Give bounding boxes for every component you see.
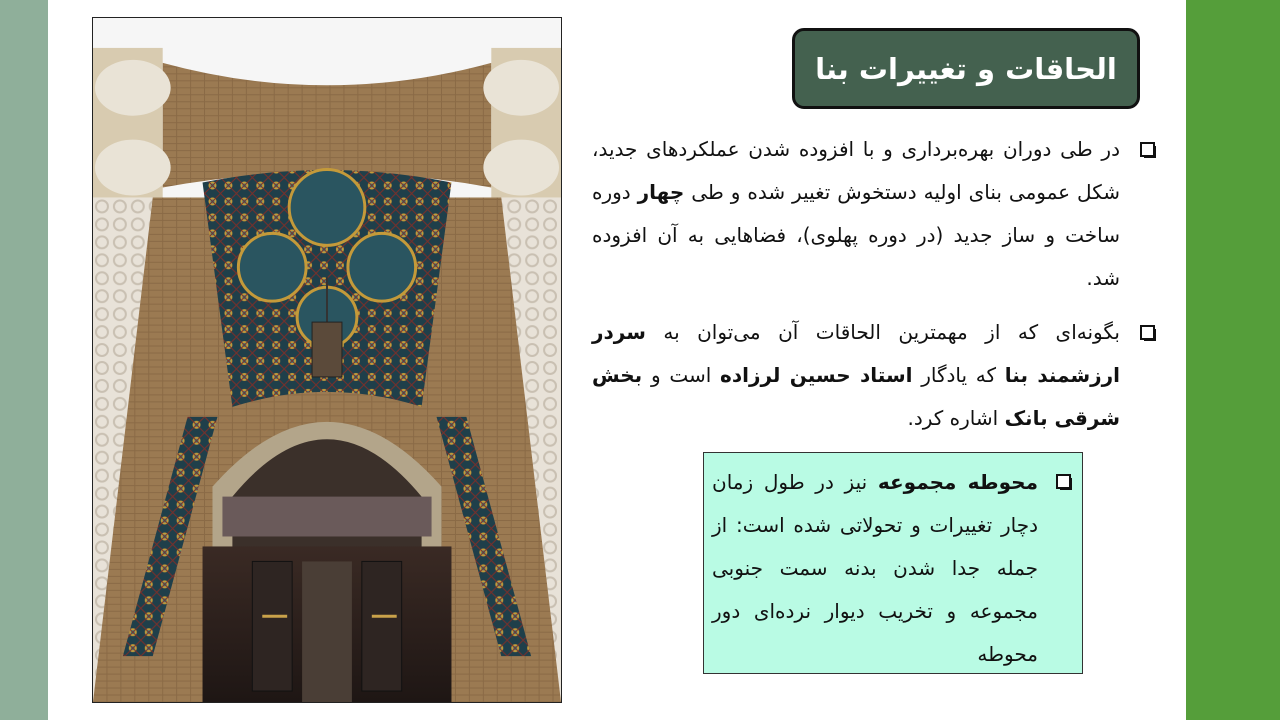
slide-title-box — [792, 28, 1140, 109]
bullet2-text-b: که یادگار — [912, 363, 1005, 387]
checkbox-bullet-icon — [1140, 325, 1155, 340]
left-decor-band — [0, 0, 48, 720]
bullet2-bold-c: بخش شرقی بانک — [592, 363, 1120, 430]
bullet1-bold-a: چهار — [637, 180, 685, 204]
bullet-paragraph-2 — [592, 311, 1120, 440]
bullet2-text-d: اشاره کرد. — [907, 406, 1005, 430]
right-decor-band — [1186, 0, 1280, 720]
bullet2-bold-a: سردر ارزشمند بنا — [592, 320, 1120, 387]
checkbox-bullet-icon — [1056, 474, 1071, 489]
bullet2-text-c: است و — [642, 363, 721, 387]
bullet1-text-b: دوره ساخت و ساز جدید (در دوره پهلوی)، فضاهایی به آن افزوده شد. — [592, 180, 1120, 290]
bullet-paragraph-1 — [592, 128, 1120, 300]
portal-photo — [92, 17, 562, 703]
checkbox-bullet-icon — [1140, 142, 1155, 157]
bullet2-text-a: بگونه‌ای که از مهمترین الحاقات آن می‌توان به — [645, 320, 1120, 344]
bullet1-text-a: در طی دوران بهره‌برداری و با افزوده شدن عملکردهای جدید، شکل عمومی بنای اولیه دستخوش تغییر شده و طی — [592, 137, 1121, 204]
note-paragraph — [712, 461, 1038, 676]
note-text-a: نیز در طول زمان دچار تغییرات و تحولاتی شده است: از جمله جدا شدن بدنه سمت جنوبی مجموعه و تخریب دیوار نرده‌ای دور محوطه — [712, 470, 1038, 666]
bullet2-bold-b: استاد حسین لرزاده — [720, 363, 913, 387]
note-bold-a: محوطه مجموعه — [877, 470, 1038, 494]
slide-title: الحاقات و تغییرات بنا — [815, 51, 1117, 86]
note-box — [703, 452, 1083, 674]
